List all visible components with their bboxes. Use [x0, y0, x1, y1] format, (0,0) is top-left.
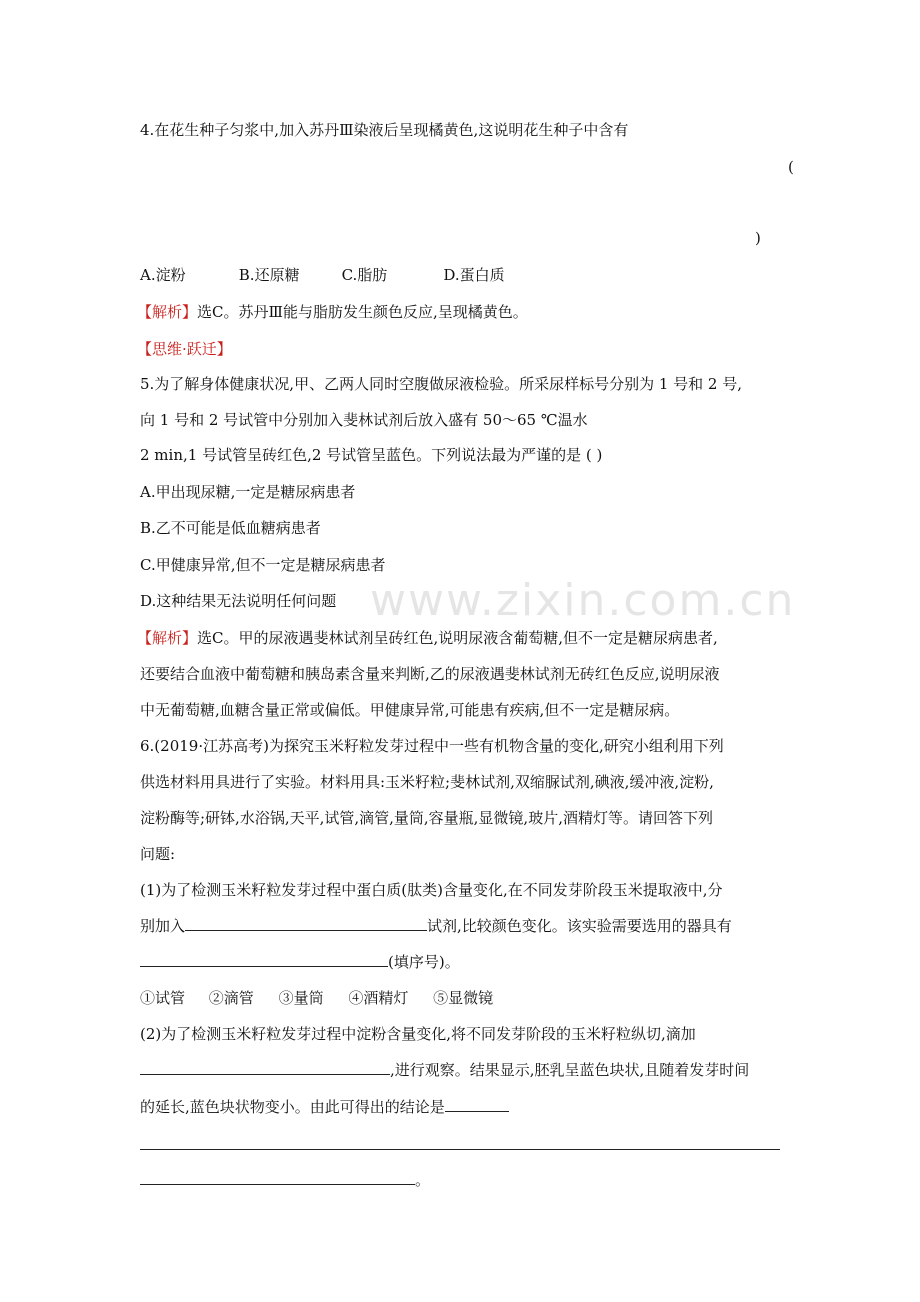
q6-part1-line: (1)为了检测玉米籽粒发芽过程中蛋白质(肽类)含量变化,在不同发芽阶段玉米提取液中,分: [140, 881, 723, 899]
q5-analysis-line: 中无葡萄糖,血糖含量正常或偏低。甲健康异常,可能患有疾病,但不一定是糖尿病。: [140, 701, 680, 719]
q6-part1-text: 别加入: [140, 917, 186, 935]
q6-part1-line: [140, 952, 460, 972]
q5-option-c: C.甲健康异常,但不一定是糖尿病患者: [140, 556, 386, 574]
answer-rule[interactable]: [140, 1149, 780, 1150]
q5-analysis: [137, 628, 718, 648]
q6-stem-line: 问题:: [140, 845, 176, 863]
q5-option-d: D.这种结果无法说明任何问题: [140, 592, 337, 610]
q4-stem: 4.在花生种子匀浆中,加入苏丹Ⅲ染液后呈现橘黄色,这说明花生种子中含有: [140, 121, 629, 139]
answer-blank[interactable]: [185, 916, 427, 931]
analysis-text: 选C。甲的尿液遇斐林试剂呈砖红色,说明尿液含葡萄糖,但不一定是糖尿病患者,: [197, 629, 718, 647]
q6-part1-line: [140, 916, 732, 936]
q6-tools: [140, 988, 493, 1008]
q5-option-b: B.乙不可能是低血糖病患者: [140, 519, 321, 537]
q5-stem-line: 5.为了解身体健康状况,甲、乙两人同时空腹做尿液检验。所采尿样标号分别为 1 号和 2 号,: [140, 375, 743, 393]
q5-analysis-line: 还要结合血液中葡萄糖和胰岛素含量来判断,乙的尿液遇斐林试剂无砖红色反应,说明尿液: [140, 665, 720, 683]
q6-part2-end: 。: [415, 1171, 431, 1189]
section-tag: 【思维·跃迁】: [137, 340, 232, 358]
tool-item: ①试管: [140, 989, 186, 1007]
q6-stem-line: 供选材料用具进行了实验。材料用具:玉米籽粒;斐林试剂,双缩脲试剂,碘液,缓冲液,淀粉,: [140, 773, 714, 791]
q5-stem-line: 向 1 号和 2 号试管中分别加入斐林试剂后放入盛有 50～65 ℃温水: [140, 411, 588, 429]
watermark: www.zixin.com.cn: [370, 575, 796, 626]
q4-paren-open: (: [788, 158, 794, 176]
answer-blank[interactable]: [140, 952, 388, 967]
tool-item: ⑤显微镜: [433, 989, 494, 1007]
q4-option-a: A.淀粉: [140, 266, 186, 284]
q4-analysis: [137, 302, 528, 322]
q4-option-d: D.蛋白质: [443, 266, 505, 284]
q6-part2-line: [140, 1060, 749, 1080]
analysis-tag: 【解析】: [137, 303, 198, 321]
q4-options: [140, 265, 505, 285]
tool-item: ③量筒: [278, 989, 324, 1007]
q6-part1-text: (填序号)。: [388, 953, 460, 971]
q6-stem-line: 淀粉酶等;研钵,水浴锅,天平,试管,滴管,量筒,容量瓶,显微镜,玻片,酒精灯等。请回答下列: [140, 809, 713, 827]
analysis-tag: 【解析】: [137, 629, 198, 647]
tool-item: ②滴管: [208, 989, 254, 1007]
q6-part1-text: 试剂,比较颜色变化。该实验需要选用的器具有: [427, 917, 732, 935]
q5-option-a: A.甲出现尿糖,一定是糖尿病患者: [140, 483, 356, 501]
answer-blank[interactable]: [445, 1097, 509, 1112]
tool-item: ④酒精灯: [348, 989, 409, 1007]
answer-blank[interactable]: [140, 1060, 390, 1075]
analysis-text: 选C。苏丹Ⅲ能与脂肪发生颜色反应,呈现橘黄色。: [197, 303, 528, 321]
q6-part2-line: [140, 1097, 509, 1117]
q6-part2-text: 的延长,蓝色块状物变小。由此可得出的结论是: [140, 1098, 445, 1116]
q4-paren-close: ): [755, 229, 761, 247]
answer-blank[interactable]: [140, 1170, 415, 1185]
q6-part2-line: [140, 1170, 430, 1190]
q6-part2-text: ,进行观察。结果显示,胚乳呈蓝色块状,且随着发芽时间: [390, 1061, 750, 1079]
q6-part2-line: (2)为了检测玉米籽粒发芽过程中淀粉含量变化,将不同发芽阶段的玉米籽粒纵切,滴加: [140, 1025, 696, 1043]
q5-stem-line: 2 min,1 号试管呈砖红色,2 号试管呈蓝色。下列说法最为严谨的是 ( ): [140, 446, 603, 464]
q4-option-c: C.脂肪: [341, 266, 388, 284]
q4-option-b: B.还原糖: [238, 266, 300, 284]
q6-stem-line: 6.(2019·江苏高考)为探究玉米籽粒发芽过程中一些有机物含量的变化,研究小组利用下列: [140, 737, 724, 755]
